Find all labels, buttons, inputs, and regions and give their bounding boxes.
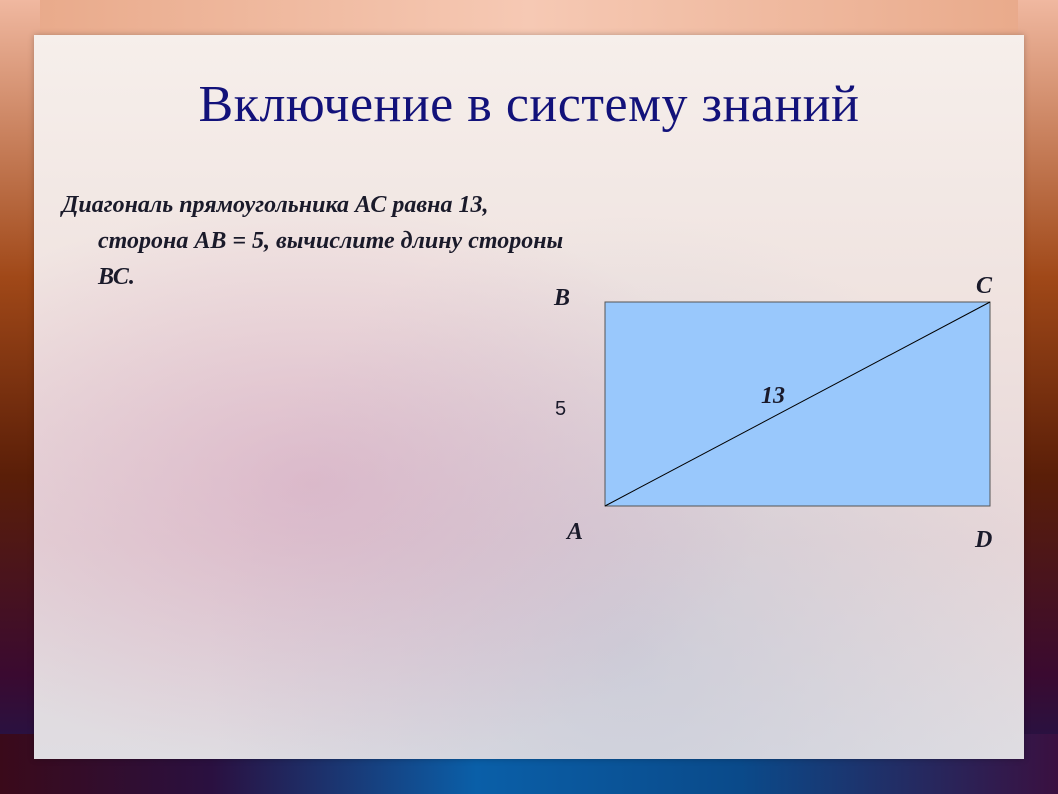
background-frame-top — [0, 0, 1058, 40]
problem-statement: Диагональ прямоугольника АС равна 13, сторона АВ = 5, вычислите длину стороны ВС. — [62, 192, 564, 290]
rectangle-diagram — [34, 35, 1024, 759]
vertex-label-d: D — [975, 527, 993, 553]
diagonal-ac-length: 13 — [761, 383, 785, 409]
slide-title: Включение в систему знаний — [198, 76, 860, 133]
vertex-label-b: B — [554, 285, 571, 311]
side-ab-length: 5 — [555, 398, 567, 420]
slide — [34, 35, 1024, 759]
vertex-label-a: A — [567, 519, 584, 545]
background-frame-right — [1018, 0, 1058, 794]
vertex-label-c: C — [976, 273, 993, 299]
